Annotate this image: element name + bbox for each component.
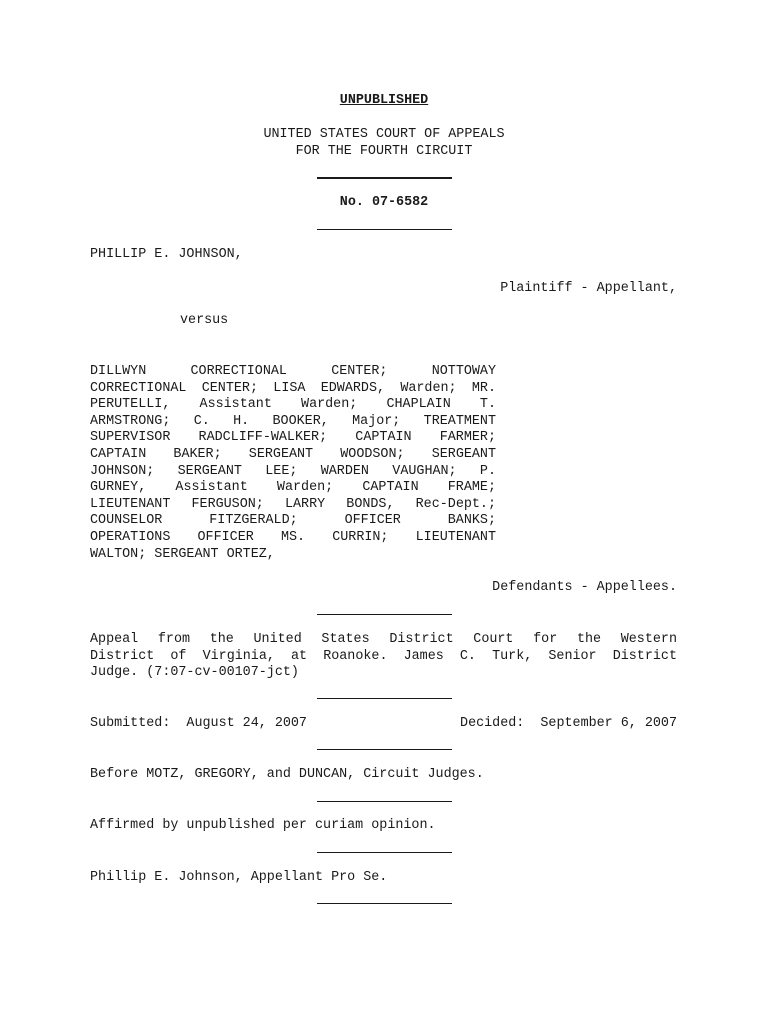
defendants-line: COUNSELOR FITZGERALD; OFFICER BANKS; [90, 513, 496, 529]
defendants-line: GURNEY, Assistant Warden; CAPTAIN FRAME; [90, 480, 496, 496]
court-name-line1: UNITED STATES COURT OF APPEALS [263, 127, 505, 142]
dates-divider [317, 749, 452, 750]
court-name-line2: FOR THE FOURTH CIRCUIT [295, 144, 473, 159]
defendants-line: LIEUTENANT FERGUSON; LARRY BONDS, Rec-Dept.; [90, 496, 496, 512]
defendants-line: DILLWYN CORRECTIONAL CENTER; NOTTOWAY [90, 364, 496, 379]
plaintiff-role: Plaintiff - Appellant, [500, 281, 677, 296]
panel-divider [317, 801, 452, 802]
defendants-line: JOHNSON; SERGEANT LEE; WARDEN VAUGHAN; P. [90, 463, 496, 479]
defendants-line: OPERATIONS OFFICER MS. CURRIN; LIEUTENANT [90, 530, 496, 545]
disposition: Affirmed by unpublished per curiam opinion. [90, 818, 436, 833]
counsel-divider [317, 903, 452, 904]
parties-divider [317, 614, 452, 615]
appeal-paragraph [90, 632, 677, 682]
panel-judges: Before MOTZ, GREGORY, and DUNCAN, Circuit Judges. [90, 767, 484, 782]
counsel: Phillip E. Johnson, Appellant Pro Se. [90, 870, 388, 885]
status-heading: UNPUBLISHED [339, 93, 429, 108]
appeal-line: Judge. (7:07-cv-00107-jct) [90, 665, 299, 680]
appeal-line: District of Virginia, at Roanoke. James C. Turk, Senior District [90, 648, 677, 664]
defendants-line: CAPTAIN BAKER; SERGEANT WOODSON; SERGEANT [90, 447, 496, 462]
disposition-divider [317, 852, 452, 853]
versus-label: versus [180, 313, 229, 328]
submitted-date: Submitted: August 24, 2007 [90, 716, 307, 731]
case-number: No. 07-6582 [339, 195, 429, 210]
appeal-line: Appeal from the United States District Court for the Western [90, 632, 677, 647]
defendants-line: WALTON; SERGEANT ORTEZ, [90, 546, 275, 562]
defendants-line: CORRECTIONAL CENTER; LISA EDWARDS, Warden; MR. [90, 380, 496, 396]
case-number-divider [317, 229, 452, 230]
header-divider [317, 177, 452, 179]
appeal-divider [317, 698, 452, 699]
defendants-line: PERUTELLI, Assistant Warden; CHAPLAIN T. [90, 397, 496, 413]
defendants-line: ARMSTRONG; C. H. BOOKER, Major; TREATMENT [90, 413, 496, 429]
defendants-role: Defendants - Appellees. [492, 580, 677, 595]
plaintiff-name: PHILLIP E. JOHNSON, [90, 247, 243, 262]
defendants-line: SUPERVISOR RADCLIFF-WALKER; CAPTAIN FARMER; [90, 430, 496, 446]
decided-date: Decided: September 6, 2007 [460, 716, 677, 731]
